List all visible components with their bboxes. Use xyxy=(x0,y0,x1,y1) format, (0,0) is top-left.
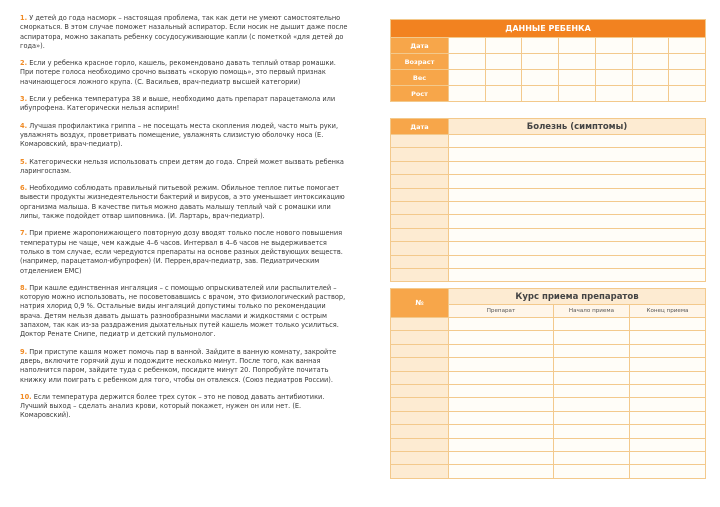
table-row xyxy=(391,318,706,331)
tip-2 xyxy=(20,59,348,87)
meds-number-header: № xyxy=(391,289,449,318)
meds-title: Курс приема препаратов xyxy=(449,289,706,305)
row-label: Вес xyxy=(391,70,449,86)
tip-4 xyxy=(20,122,348,150)
tip-7 xyxy=(20,229,348,275)
table-row xyxy=(391,268,706,281)
table-row xyxy=(391,148,706,161)
row-label: Возраст xyxy=(391,54,449,70)
tip-number: 3. xyxy=(20,95,28,104)
meds-col-drug: Препарат xyxy=(449,305,554,318)
child-row-date xyxy=(391,38,706,54)
tip-text: При кашле единственная ингаляция – с помощью опрыскивателей или распылителей – которую можно использовать, не посоветовавшись с врачом, это физиологический раствор, натрия хлорид 0,9 %. Остальные виды ингаляций допустимы только по рекомендации врача. Детям нельзя давать дышать разнообразными маслами и жидкостями с острым запахом, так как из-за раздражения дыхательных путей кашель может только усилиться. Доктор Ренате Снипе, педиатр и детский пульмонолог. xyxy=(20,283,346,339)
tip-3 xyxy=(20,95,348,114)
meds-col-end: Конец приема xyxy=(629,305,705,318)
meds-col-start: Начало приема xyxy=(553,305,629,318)
tip-number: 7. xyxy=(20,229,28,238)
tip-text: Если у ребенка красное горло, кашель, рекомендовано давать теплый отвар ромашки. При потере голоса необходимо срочно вызвать «скорую помощь», это первый признак начинающегося ложного крупа. (С. Васильев, врач-педиатр высшей категории) xyxy=(20,59,336,86)
tip-text: При приступе кашля может помочь пар в ванной. Зайдите в ванную комнату, закройте дверь, включите горячий душ и подождите несколько минут. После того, как ванная наполнится паром, зайдите туда с ребенком, посидите минут 20. Попробуйте почитать книжку или поиграть с ребенком для того, чтобы он отвлекся. (Союз педиатров России). xyxy=(20,347,337,384)
table-row xyxy=(391,188,706,201)
tip-text: При приеме жаропонижающего повторную дозу вводят только после нового повышения температуры не чаще, чем каждые 4–6 часов. Интервал в 4–6 часов не выдерживается только в том случае, если чередуются препараты на основе разных действующих веществ. (например, парацетамол-ибупрофен) (И. Перрен,врач-педиатр, зав. Педиатрическим отделением ЕМС) xyxy=(20,229,343,275)
table-row xyxy=(391,228,706,241)
child-row-height xyxy=(391,86,706,102)
tip-8 xyxy=(20,284,348,340)
tips-column xyxy=(20,14,348,429)
child-data-table xyxy=(390,19,706,102)
child-data-title: ДАННЫЕ РЕБЕНКА xyxy=(391,20,706,38)
tip-text: Если у ребенка температура 38 и выше, необходимо дать препарат парацетамола или ибупрофена. Категорически нельзя аспирин! xyxy=(20,95,336,113)
tip-text: Необходимо соблюдать правильный питьевой режим. Обильное теплое питье помогает вывести продукты жизнедеятельности бактерий и вирусов, а это уменьшает интоксикацию организма малыша. В качестве питья можно давать малышу теплый чай с ромашки или липы, также подойдет отвар шиповника. (И. Лартарь, врач-педиатр). xyxy=(20,184,345,221)
table-row xyxy=(391,215,706,228)
table-row xyxy=(391,425,706,438)
tip-number: 4. xyxy=(20,121,28,130)
illness-title: Болезнь (симптомы) xyxy=(449,119,706,135)
table-row xyxy=(391,161,706,174)
tip-text: Если температура держится более трех суток – это не повод давать антибиотики. Лучший выход – сделать анализ крови, который покажет, нужен он или нет. (Е. Комаровский). xyxy=(20,392,325,420)
row-label: Рост xyxy=(391,86,449,102)
tip-number: 10. xyxy=(20,392,32,401)
tip-number: 6. xyxy=(20,184,28,193)
tip-number: 9. xyxy=(20,347,28,356)
table-row xyxy=(391,331,706,344)
table-row xyxy=(391,255,706,268)
illness-date-header: Дата xyxy=(391,119,449,135)
row-label: Дата xyxy=(391,38,449,54)
tip-number: 5. xyxy=(20,157,28,166)
table-row xyxy=(391,411,706,424)
child-row-age xyxy=(391,54,706,70)
table-row xyxy=(391,451,706,464)
tip-9 xyxy=(20,348,348,385)
tip-text: Лучшая профилактика гриппа – не посещать места скопления людей, часто мыть руки, увлажнять воздух, проветривать помещение, увлажнять слизистую оболочку носа (Е. Комаровский, врач-педиатр). xyxy=(20,121,339,149)
tip-5 xyxy=(20,158,348,177)
table-row xyxy=(391,242,706,255)
table-row xyxy=(391,201,706,214)
table-row xyxy=(391,465,706,478)
tip-1 xyxy=(20,14,348,51)
table-row xyxy=(391,398,706,411)
tip-text: Категорически нельзя использовать спреи детям до года. Спрей может вызвать ребенка ларингоспазм. xyxy=(20,157,344,175)
table-row xyxy=(391,371,706,384)
illness-table xyxy=(390,118,706,282)
table-row xyxy=(391,175,706,188)
tip-number: 1. xyxy=(20,14,28,22)
table-row xyxy=(391,344,706,357)
tip-text: У детей до года насморк – настоящая проблема, так как дети не умеют самостоятельно сморкаться. В этом случае поможет назальный аспиратор. Если носик не дышит даже после аспиратора, можно закапать ребенку сосудосуживающие капли (с пометкой «для детей до года»). xyxy=(20,14,348,50)
tip-number: 2. xyxy=(20,59,28,68)
child-row-weight xyxy=(391,70,706,86)
table-row xyxy=(391,358,706,371)
table-row xyxy=(391,384,706,397)
table-row xyxy=(391,438,706,451)
tip-6 xyxy=(20,184,348,221)
medication-course-table xyxy=(390,288,706,479)
table-row xyxy=(391,135,706,148)
tip-number: 8. xyxy=(20,283,28,292)
tip-10 xyxy=(20,393,348,421)
